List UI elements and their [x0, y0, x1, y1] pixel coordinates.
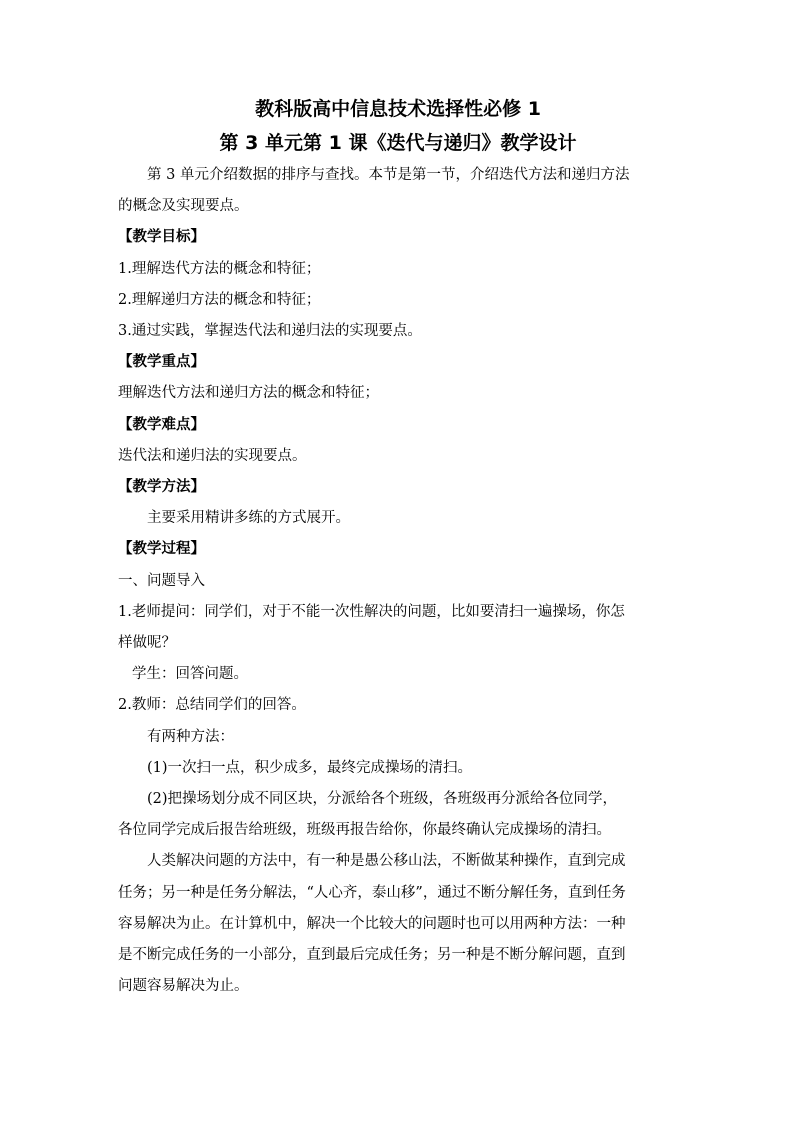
two-methods-intro: 有两种方法： — [147, 728, 234, 745]
document-title-line2: 第 3 单元第 1 课《迭代与递归》教学设计 — [219, 132, 577, 154]
goal-item: 2.理解递归方法的概念和特征； — [118, 291, 321, 308]
question-1 — [118, 597, 678, 659]
summary-line: 是不断完成任务的一小部分，直到最后完成任务；另一种是不断分解问题，直到 — [118, 947, 626, 964]
difficulty-heading: 【教学难点】 — [118, 416, 205, 433]
document-title-line1: 教科版高中信息技术选择性必修 1 — [255, 98, 541, 120]
summary-paragraph — [118, 846, 678, 1002]
intro-paragraph — [118, 160, 678, 222]
summary-line: 人类解决问题的方法中，有一种是愚公移山法，不断做某种操作，直到完成 — [147, 853, 626, 870]
method-2-line: (2)把操场划分成不同区块，分派给各个班级，各班级再分派给各位同学， — [147, 791, 618, 808]
goals-heading: 【教学目标】 — [118, 229, 205, 246]
question-1-line: 1.老师提问：同学们，对于不能一次性解决的问题，比如要清扫一遍操场，你怎 — [118, 603, 625, 620]
question-2: 2.教师：总结同学们的回答。 — [118, 697, 306, 714]
document-page — [118, 92, 678, 1002]
summary-line: 任务；另一种是任务分解法，“人心齐，泰山移”，通过不断分解任务，直到任务 — [118, 884, 626, 901]
key-points-text: 理解迭代方法和递归方法的概念和特征； — [118, 385, 379, 402]
method-2 — [118, 784, 678, 846]
process-heading: 【教学过程】 — [118, 541, 205, 558]
key-points-heading: 【教学重点】 — [118, 354, 205, 371]
summary-line: 容易解决为止。在计算机中，解决一个比较大的问题时也可以用两种方法：一种 — [118, 915, 626, 932]
summary-line: 问题容易解决为止。 — [118, 978, 249, 995]
section-title: 一、问题导入 — [118, 572, 205, 589]
goal-item: 3.通过实践，掌握迭代法和递归法的实现要点。 — [118, 323, 422, 340]
student-answer: 学生：回答问题。 — [132, 666, 248, 683]
method-heading: 【教学方法】 — [118, 479, 205, 496]
goal-item: 1.理解迭代方法的概念和特征； — [118, 260, 321, 277]
method-2-line: 各位同学完成后报告给班级，班级再报告给你，你最终确认完成操场的清扫。 — [118, 822, 611, 839]
difficulty-text: 迭代法和递归法的实现要点。 — [118, 447, 307, 464]
method-text: 主要采用精讲多练的方式展开。 — [147, 510, 350, 527]
intro-line: 第 3 单元介绍数据的排序与查找。本节是第一节，介绍迭代方法和递归方法 — [147, 167, 630, 183]
method-1: (1)一次扫一点，积少成多，最终完成操场的清扫。 — [147, 759, 473, 776]
intro-line: 的概念及实现要点。 — [118, 198, 249, 215]
question-1-line: 样做呢？ — [118, 635, 176, 652]
